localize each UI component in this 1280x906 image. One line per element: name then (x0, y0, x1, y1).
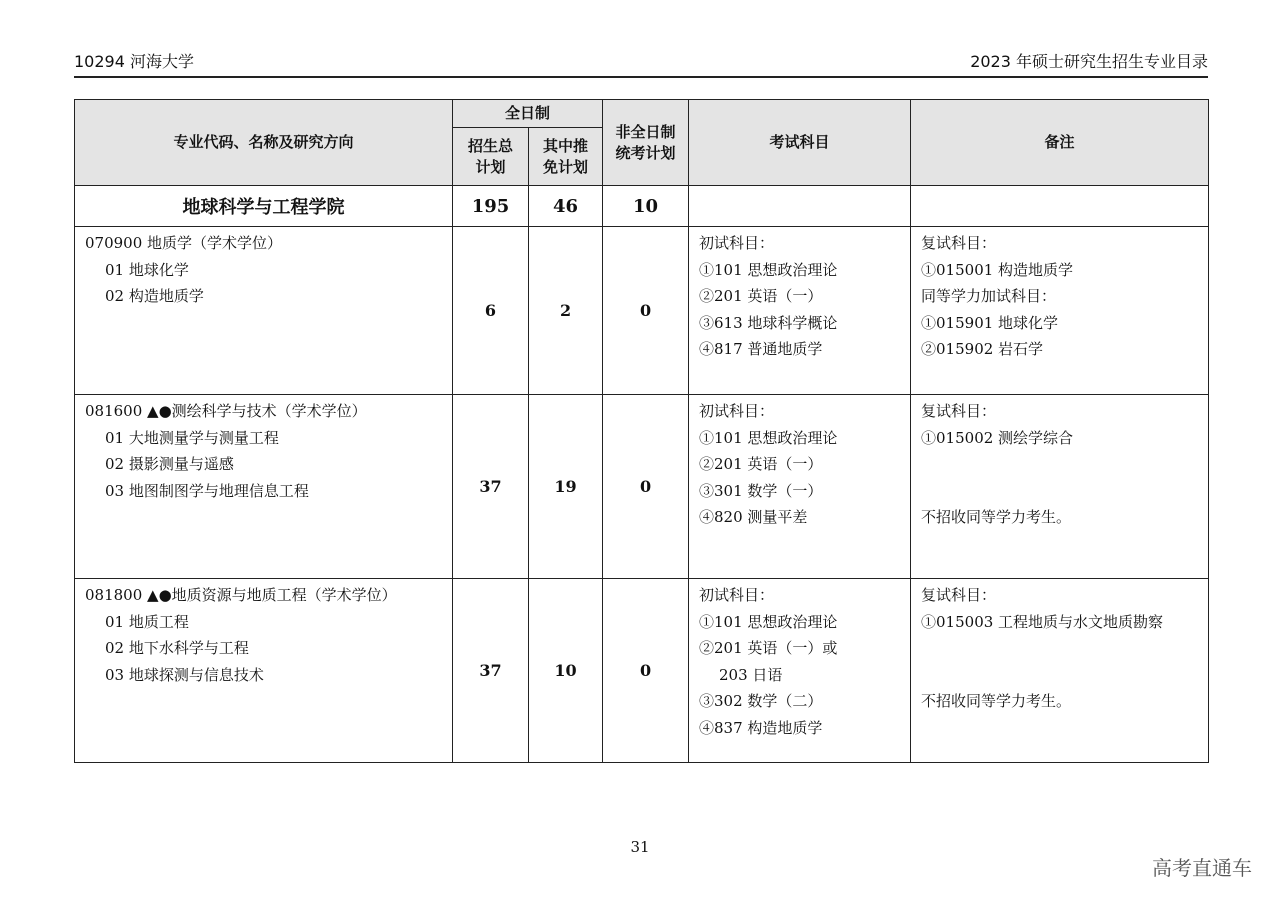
college-row (75, 186, 1209, 227)
major-title: 070900 地质学（学术学位） (85, 234, 283, 252)
college-total: 195 (453, 186, 529, 227)
col-header-exam: 考试科目 (689, 100, 911, 186)
col-header-total-text: 招生总计划 (467, 136, 513, 176)
major-exam-cell (689, 395, 911, 579)
exam-line: ②201 英语（一） (699, 287, 823, 305)
note-line (921, 662, 1200, 689)
col-header-note: 备注 (911, 100, 1209, 186)
exam-line: ③301 数学（一） (699, 481, 823, 500)
note-line (921, 635, 1200, 662)
major-total: 6 (453, 227, 529, 395)
direction-item: 03 地图制图学与地理信息工程 (105, 481, 309, 500)
page-header (74, 50, 1208, 78)
catalog-title: 2023 年硕士研究生招生专业目录 (970, 52, 1208, 71)
major-direction-cell (75, 579, 453, 763)
col-header-parttime (603, 100, 689, 186)
direction-item: 01 地球化学 (105, 260, 189, 279)
major-direction-cell (75, 227, 453, 395)
major-total: 37 (453, 395, 529, 579)
note-line: 不招收同等学力考生。 (921, 692, 1072, 710)
major-title: 081600 ▲●测绘科学与技术（学术学位） (85, 402, 367, 420)
major-parttime: 0 (603, 227, 689, 395)
major-parttime: 0 (603, 395, 689, 579)
exam-line: ①101 思想政治理论 (699, 612, 838, 631)
exam-line: 203 日语 (719, 665, 783, 684)
direction-item: 02 摄影测量与遥感 (105, 455, 234, 473)
exam-line: 初试科目： (699, 234, 775, 252)
note-line: 复试科目： (921, 402, 997, 420)
col-header-total (453, 128, 529, 186)
col-header-exempt-text: 其中推免计划 (542, 136, 588, 176)
major-parttime: 0 (603, 579, 689, 763)
major-title: 081800 ▲●地质资源与地质工程（学术学位） (85, 586, 397, 604)
direction-item: 01 地质工程 (105, 612, 189, 631)
major-row (75, 579, 1209, 763)
college-exam-empty (689, 186, 911, 227)
major-row (75, 395, 1209, 579)
exam-line: ②201 英语（一）或 (699, 639, 838, 657)
major-exam-cell (689, 579, 911, 763)
major-note-cell (911, 579, 1209, 763)
note-line: 同等学力加试科目： (921, 287, 1057, 305)
major-exempt: 10 (529, 579, 603, 763)
college-exempt: 46 (529, 186, 603, 227)
direction-item: 02 地下水科学与工程 (105, 639, 249, 657)
major-catalog-table (74, 99, 1209, 763)
note-line: ①015003 工程地质与水文地质勘察 (921, 612, 1164, 631)
university-code-name: 10294 河海大学 (74, 52, 194, 71)
major-direction-cell (75, 395, 453, 579)
col-header-parttime-text: 非全日制统考计划 (615, 122, 676, 162)
direction-item: 01 大地测量学与测量工程 (105, 428, 279, 447)
col-header-major: 专业代码、名称及研究方向 (75, 100, 453, 186)
major-total: 37 (453, 579, 529, 763)
note-line: 复试科目： (921, 586, 997, 604)
exam-line: ④817 普通地质学 (699, 340, 823, 358)
major-exempt: 2 (529, 227, 603, 395)
note-line (921, 451, 1200, 478)
major-exam-cell (689, 227, 911, 395)
note-line: ①015002 测绘学综合 (921, 428, 1074, 447)
exam-line: ③613 地球科学概论 (699, 313, 838, 332)
exam-line: ②201 英语（一） (699, 455, 823, 473)
exam-line: ④820 测量平差 (699, 508, 808, 526)
note-line: ①015001 构造地质学 (921, 260, 1074, 279)
note-line (921, 478, 1200, 505)
major-note-cell (911, 227, 1209, 395)
college-name: 地球科学与工程学院 (75, 186, 453, 227)
college-note-empty (911, 186, 1209, 227)
note-line: ②015902 岩石学 (921, 340, 1044, 358)
exam-line: 初试科目： (699, 402, 775, 420)
exam-line: 初试科目： (699, 586, 775, 604)
col-header-fulltime: 全日制 (453, 100, 603, 128)
major-exempt: 19 (529, 395, 603, 579)
col-header-exempt (529, 128, 603, 186)
major-row (75, 227, 1209, 395)
exam-line: ③302 数学（二） (699, 692, 823, 710)
note-line: 不招收同等学力考生。 (921, 508, 1072, 526)
note-line: 复试科目： (921, 234, 997, 252)
exam-line: ④837 构造地质学 (699, 718, 823, 737)
major-note-cell (911, 395, 1209, 579)
watermark: 高考直通车 (1152, 856, 1252, 880)
direction-item: 02 构造地质学 (105, 287, 204, 305)
note-line: ①015901 地球化学 (921, 313, 1059, 332)
direction-item: 03 地球探测与信息技术 (105, 665, 264, 684)
page-number: 31 (630, 838, 650, 856)
exam-line: ①101 思想政治理论 (699, 260, 838, 279)
college-parttime: 10 (603, 186, 689, 227)
exam-line: ①101 思想政治理论 (699, 428, 838, 447)
